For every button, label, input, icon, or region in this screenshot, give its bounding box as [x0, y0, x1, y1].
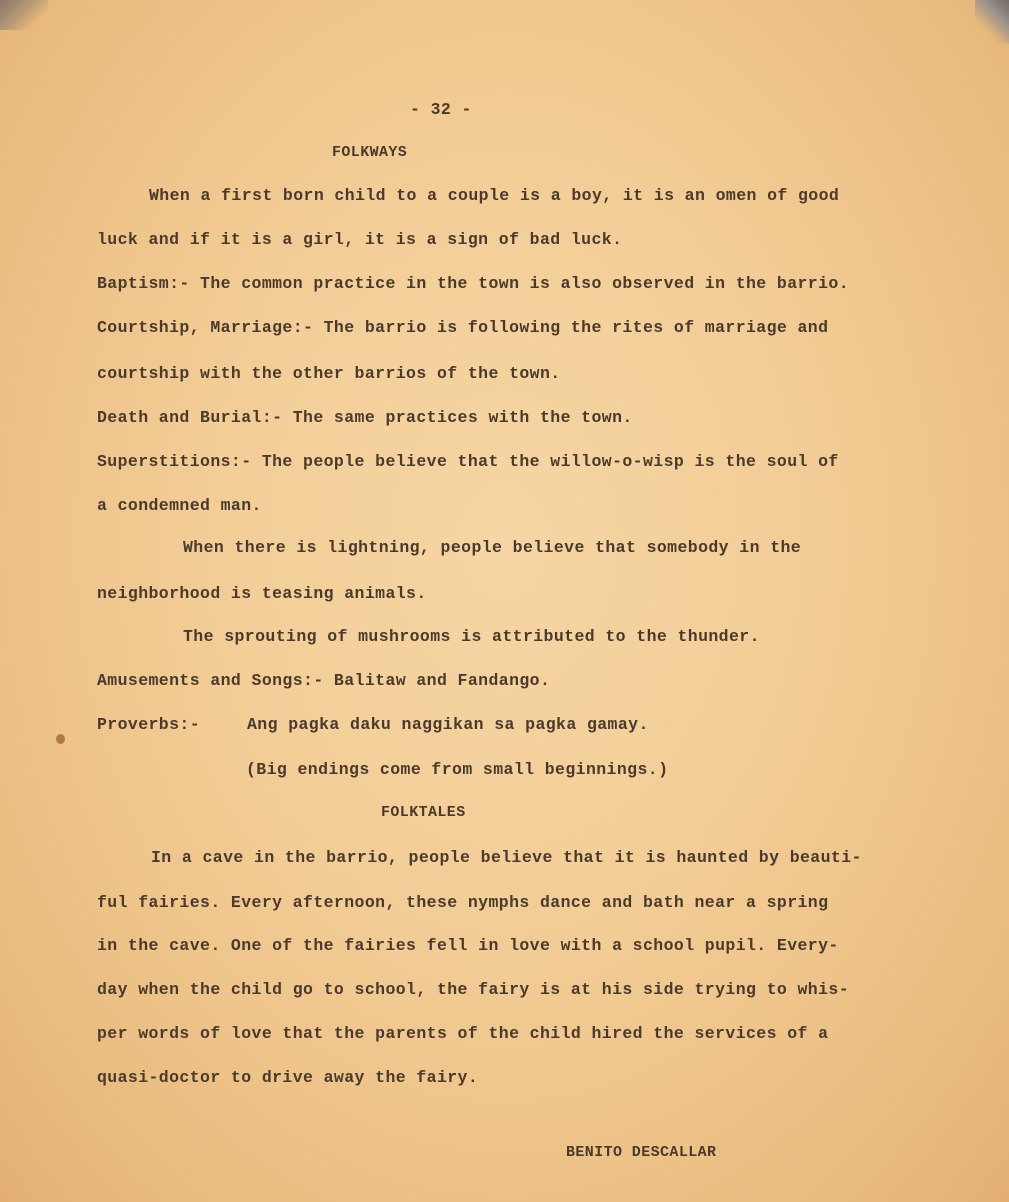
- baptism-line: Baptism:- The common practice in the town is also observed in the barrio.: [97, 274, 850, 293]
- paper-stain: [56, 734, 65, 744]
- folktale-line: quasi-doctor to drive away the fairy.: [97, 1068, 479, 1087]
- proverbs-label: Proverbs:-: [97, 715, 201, 734]
- folktale-line: per words of love that the parents of the child hired the services of a: [97, 1024, 829, 1043]
- folktale-line: In a cave in the barrio, people believe that it is haunted by beauti-: [151, 848, 862, 867]
- superstitions-line: a condemned man.: [97, 496, 262, 515]
- lightning-line: When there is lightning, people believe that somebody in the: [183, 538, 802, 557]
- page-number: - 32 -: [410, 100, 472, 119]
- folktale-line: ful fairies. Every afternoon, these nymphs dance and bath near a spring: [97, 893, 829, 912]
- superstitions-line: Superstitions:- The people believe that the willow-o-wisp is the soul of: [97, 452, 839, 471]
- lightning-line: neighborhood is teasing animals.: [97, 584, 427, 603]
- courtship-line: Courtship, Marriage:- The barrio is following the rites of marriage and: [97, 318, 829, 337]
- folktale-line: day when the child go to school, the fairy is at his side trying to whis-: [97, 980, 850, 999]
- death-line: Death and Burial:- The same practices with the town.: [97, 408, 633, 427]
- torn-corner: [975, 0, 1009, 44]
- torn-corner: [0, 0, 48, 30]
- proverb-translation: (Big endings come from small beginnings.): [246, 760, 669, 779]
- mushrooms-line: The sprouting of mushrooms is attributed to the thunder.: [183, 627, 760, 646]
- folktale-line: in the cave. One of the fairies fell in love with a school pupil. Every-: [97, 936, 839, 955]
- heading-folkways: FOLKWAYS: [332, 144, 408, 161]
- proverbs-line: [97, 715, 649, 735]
- courtship-line: courtship with the other barrios of the town.: [97, 364, 561, 383]
- heading-folktales: FOLKTALES: [381, 804, 466, 821]
- paragraph-line: When a first born child to a couple is a boy, it is an omen of good: [149, 186, 840, 205]
- author-signature: BENITO DESCALLAR: [566, 1144, 717, 1161]
- amusements-line: Amusements and Songs:- Balitaw and Fandango.: [97, 671, 551, 690]
- proverb-text: Ang pagka daku naggikan sa pagka gamay.: [247, 715, 649, 734]
- paragraph-line: luck and if it is a girl, it is a sign of bad luck.: [97, 230, 623, 249]
